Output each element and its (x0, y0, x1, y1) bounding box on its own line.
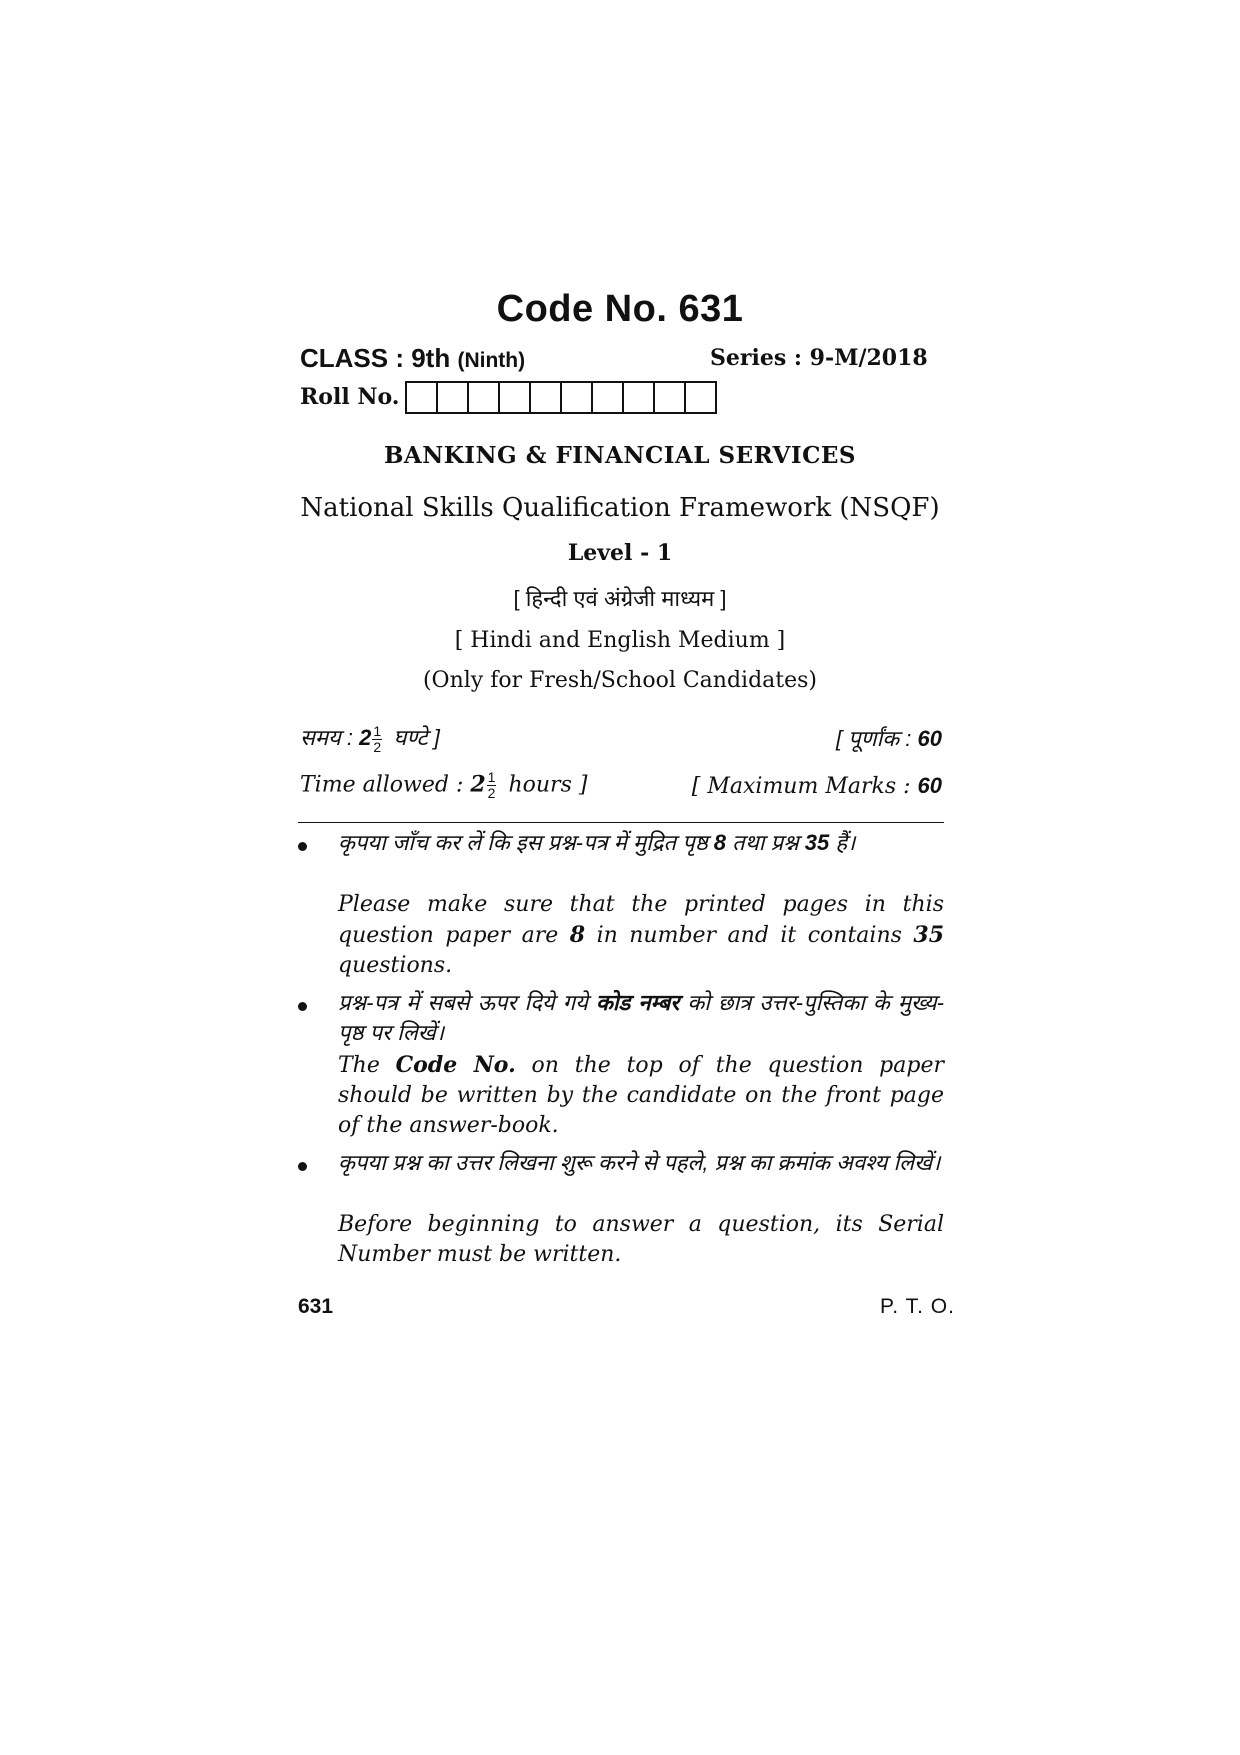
fraction-denominator: 2 (487, 785, 496, 801)
marks-english-label: [ Maximum Marks : (691, 773, 911, 799)
medium-hindi: [ हिन्दी एवं अंग्रेजी माध्यम ] (513, 586, 727, 611)
time-english-whole: 2 (470, 771, 486, 798)
fraction-denominator: 2 (373, 738, 382, 755)
bullet-icon (298, 842, 307, 851)
class-sub: (Ninth) (457, 349, 526, 372)
roll-box (591, 381, 624, 414)
divider-line (298, 822, 944, 823)
marks-english (692, 773, 942, 799)
instruction-english (338, 890, 944, 981)
instruction-bold: Code No. (395, 1052, 516, 1078)
roll-number-boxes (407, 381, 717, 414)
instruction-bold: 8 (569, 922, 586, 948)
time-hindi (300, 722, 440, 755)
roll-box (684, 381, 717, 414)
time-hindi-label: समय : (300, 725, 354, 750)
framework-title: National Skills Qualification Framework (NSQF) (300, 493, 940, 523)
candidates-note: (Only for Fresh/School Candidates) (422, 668, 818, 693)
instruction-item (298, 828, 944, 988)
marks-hindi-value: 60 (917, 726, 942, 752)
instruction-text: प्रश्न-पत्र में सबसे ऊपर दिये गये (338, 990, 588, 1015)
time-fraction (487, 770, 497, 801)
footer-pto: P. T. O. (880, 1295, 955, 1318)
instruction-hindi (338, 988, 944, 1048)
time-hindi-unit: घण्टे ] (393, 725, 440, 750)
instruction-text: on the top of the question paper should be written by the candidate on the front page of the answer-book. (338, 1053, 944, 1138)
class-label: CLASS : 9th (300, 343, 451, 373)
instruction-hindi: कृपया प्रश्न का उत्तर लिखना शुरू करने से पहले, प्रश्न का क्रमांक अवश्य लिखें। (338, 1150, 941, 1175)
time-hindi-whole: 2 (359, 725, 372, 750)
instruction-bold: 8 (713, 830, 727, 855)
fraction-numerator: 1 (373, 722, 382, 739)
footer-code: 631 (298, 1295, 334, 1318)
bullet-icon (298, 1002, 307, 1011)
roll-label: Roll No. (300, 384, 400, 410)
medium-english: [ Hindi and English Medium ] (454, 628, 786, 653)
instruction-bold: 35 (804, 830, 830, 855)
marks-hindi-label: [ पूर्णांक : (835, 726, 912, 752)
series-label: Series : 9-M/2018 (710, 345, 928, 371)
instruction-english (338, 1050, 944, 1141)
roll-box (467, 381, 500, 414)
instruction-bold: 35 (913, 922, 945, 948)
class-line (300, 343, 525, 374)
instruction-english: Before beginning to answer a question, its Serial Number must be written. (338, 1212, 944, 1267)
instruction-hindi (338, 828, 944, 858)
marks-english-value: 60 (917, 772, 942, 798)
level-label: Level - 1 (567, 540, 673, 566)
instruction-item (298, 988, 944, 1148)
time-english (300, 770, 587, 801)
subject-title: BANKING & FINANCIAL SERVICES (383, 442, 857, 469)
instruction-text: को छात्र उत्तर-पुस्तिका के मुख्य-पृष्ठ पर लिखें। (338, 990, 944, 1045)
roll-box (653, 381, 686, 414)
time-row-hindi (300, 722, 942, 755)
roll-box (498, 381, 531, 414)
time-english-unit: hours ] (508, 772, 588, 798)
instruction-text: हैं। (835, 830, 856, 855)
roll-box (560, 381, 593, 414)
time-fraction (372, 724, 382, 755)
bullet-icon (298, 1162, 307, 1171)
marks-hindi (836, 723, 942, 753)
instruction-text: The (338, 1053, 380, 1078)
fraction-numerator: 1 (487, 769, 496, 785)
instruction-item (298, 1148, 944, 1278)
roll-box (622, 381, 655, 414)
roll-number-row (300, 378, 717, 416)
code-number-title: Code No. 631 (496, 288, 744, 330)
roll-box (436, 381, 469, 414)
instruction-text: तथा प्रश्न (732, 830, 799, 855)
time-row-english (300, 770, 942, 801)
instruction-text: कृपया जाँच कर लें कि इस प्रश्न-पत्र में मुद्रित पृष्ठ (338, 830, 708, 855)
time-english-label: Time allowed : (300, 772, 464, 798)
instruction-text: in number and it contains (596, 923, 902, 948)
instruction-bold: कोड नम्बर (595, 990, 680, 1015)
roll-box (529, 381, 562, 414)
instruction-text: Please make sure that the printed pages in this question paper are (338, 892, 944, 948)
instruction-text: questions. (338, 953, 453, 978)
roll-box (405, 381, 438, 414)
